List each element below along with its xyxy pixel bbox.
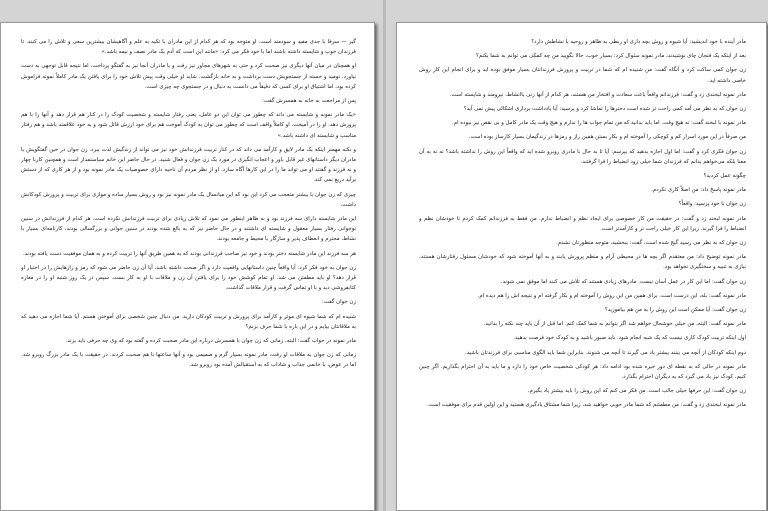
paragraph: زن جوان که به نظر می آمد کمی راحت تر شده است دخترها را تماشا کرد و پرسید: آیا بادداشت برداری اشکالی پیش نمی آید؟ [463, 106, 746, 113]
paragraph: مادر نمونه با لبخند گفت: نه هیچ وقت. اما باید بدانید که من تمام جواب ها را ندارم و هیچ وقت یک مادر کامل و بی نقص نیز نبوده ام. [452, 120, 746, 127]
paragraph: چیزی که زن جوان با بیشتر متعجب می کرد این بود که این میانسال یک مادر نمونه نیز بود و روش بسیار ساده و موازی برای تربیت و پرورش کودکانش داشت. [21, 191, 356, 208]
paragraph: مادر نمونه لبخند زد و گفت: در حقیقت من کار خصوصی برای ایجاد نظم و انضباط ندارم. من فقط به فرزندانم کمک کردم تا خودشان نظم و انضباط را فرا گیرند. زیرا این کار خیلی راحت تر و کارآمدتر است. [419, 215, 746, 232]
paragraph: مادر نمونه توضیح داد: من معتقدم اگر بچه ها در محیطی آرام و منظم پرورش یابند و به آنها آموخته شود که خودشان مسئول رفتارشان هستند، نیازی به تنبیه و سختگیری نخواهد بود. [419, 254, 746, 271]
paragraph: اول اینکه تربیت کودک کاری نیست که یک شبه انجام شود. باید صبور باشید و به کودک خود فرصت بدهید. [513, 335, 746, 342]
document-page-left [0, 22, 375, 511]
paragraph: زن جوان فکری کرد و گفت: اما اول اجازه بدهید که بپرسم: آیا تا به حال با مادری روبرو شده اید که واقعاً این روش را نداشته باشد؟ نه نه به آن معنا بلکه می‌خواهم بدانم که فرزندان شما خیلی زود انضباط را فرا گرفتند. [419, 148, 746, 165]
paragraph: این مادر شایسته دارای سه فرزند بود و به ظاهر اینطور می نمود که تلاش زیادی برای تربیت فرزندانش نکرده است. هر کدام از فرزندانش در سنین نوجوانی رفتار بسیار معقول و شایسته ای داشتند و در حال حاضر نیز که به بالغ شده بودند در سنین جوانی و بزرگسالی بودند، کارنامه‌ای بسیار با نشاط، محترم و انعطاف پذیر و سازگار با محیط و جامعه بودند. [21, 216, 356, 243]
paragraph: مادر نمونه در حالی که به نقطه ای دور خیره شده بود ادامه داد: هر کودکی شخصیت خاص خود را دارد و ما باید به آن احترام بگذاریم. اگر چنین کنیم، کودک نیز یاد می گیرد که به دیگران احترام بگذارد. [419, 363, 746, 381]
paragraph: و نکته مهمتر اینکه یک مادر لایق و کارآمد می داند که در کنار تربیت فرزندانش خود نیز می تواند از زندگیش لذت ببرد. زن جوان در حین گفتگویش با مادران دیگر داستانهای غیر قابل باور و اعجاب انگیزی در مورد یک زن جوان و فعال شنید. در حال حاضر این خانم سیاستمدار است و همچنین کاربا چهار و نه فرزند و گفتند او می تواند ما را در این کارها آگاه سازد. او از نظر مردم آن ناحیه دارای خصوصیات یک مادر نمونه بود و از هر کاری که از دستش برآید دریغ نمی کند. [21, 146, 356, 184]
paragraph: «یک مادر نمونه و شایسته می داند که چطور می توان این دو عامل، یعنی رفتار شایسته و شخصیت کودک را در کنار هم قرار دهد و آنها را با هم پرورش دهد. او را در آمیخت، او کاملاً واقف است که چطور می توان به کودک آموخت هم برای خود ارزش قائل شود و به خود علاقمند باشد و هم رفتار مناسب و شایسته ای داشته باشد.» [21, 112, 356, 139]
paragraph: مادر نمونه در جواب گفت: البته، زمانی که زن جوان با همسرش درباره این مادر صحبت کرده و گفته بود که وی چه حرفی باید بزند. [65, 338, 356, 345]
paragraph: مادر آینده با خود اندیشید: آیا شیوه و روش بچه داری او ربطی به ظاهر و روحیه با نشاطش دارد؟ [531, 39, 746, 45]
page-divider [383, 0, 386, 511]
paragraph: شنیده ام که شما شیوه ای موثر و کارآمد برای پرورش و تربیت کودکان دارید. من دنبال چنین شخصی برای آموختن هستم. آیا شما اجازه می دهید که به ملاقاتتان بیایم و در این باره با شما حرف بزنم؟ [21, 313, 356, 330]
paragraph: مادر نمونه گفت: البته، من خیلی خوشحال خواهم شد اگر بتوانم به شما کمک کنم. اما قبل از آن باید چند نکته را بدانید. [483, 321, 746, 328]
paragraph: چگونه عمل کردید؟ [703, 173, 746, 180]
paragraph: مادر نمونه لبخندی زد و گفت: فرزندانم واقعاً باعث سعادت و افتخار من هستند، هر کدام از آنها زنی باانشاط، نیرومند و شایسته است. [449, 91, 746, 98]
paragraph: مادر نمونه لبخندی زد و گفت: من مطمئنم که شما مادر خوبی خواهید شد، زیرا شما مشتاق یادگیری هستید و این اولین قدم برای موفقیت است. [427, 402, 746, 409]
paragraph: زن جوان با خود پرسید: واقعاً؟ [678, 201, 746, 208]
paragraph: زن جوان که به نظر می رسید گیج شده است، گفت: ببخشید، متوجه منظورتان نشدم. [556, 240, 746, 247]
paragraph: مادر نمونه پاسخ داد: من اصلاً کاری نکردم. [651, 187, 746, 194]
paragraph: من صرفاً در این مورد اسرار کم و کوچکی را آموخته ام و بکار بستن همین راز و رمزها در زندگیمان بسیار کارساز بوده است. [468, 134, 746, 141]
paragraph: زن جوان کمی ساکت کرد و آنگاه گفت: من شنیده ام که شما در تربیت و پرورش فرزندانتان بسیار موفق بوده اید و برای انجام این کار روش خاصی داشته اید. [419, 67, 746, 84]
paragraph: گیر — سرفا با جدی مفید و سودمند است. او متوجه بود که هر کدام از این مادران با تکیه به علم و آگاهیشان بیشترین سعی و تلاش را می کنند، تا فرزندان خوب و شایسته داشته باشند اما با خود فکر می کرد: «مانند این است که آدم یک مادر نصف و نیمه باشد.» [21, 39, 356, 56]
paragraph: زن جوان گفت: آیا ممکن است این روش را به من هم بیاموزید؟ [604, 307, 746, 314]
paragraph: پس از مراجعت به خانه به همسرش گفت: [262, 98, 356, 105]
paragraph: زن جوان گفت: [322, 299, 356, 306]
paragraph: زمانی که زن جوان به ملاقات او رفت، مادر نمونه بسیار گرم و صمیمی بود و آنها ساعتها با هم صحبت کردند. در حقیقت با یک مادر بزرگ روبرو شد. اما در عوض، با خانمی جذاب و شاداب که به استقبالش آمده بود روبرو شد. [21, 352, 356, 369]
paragraph: بعد از اینکه یک فنجان چای نوشیدند، مادر نمونه سئوال کرد: بسیار خوب، حالا بگویید من چه کمکی می توانم به شما بکنم؟ [476, 53, 746, 60]
paragraph: زن جوان به خود فکر کرد: آیا واقعاً چنین داستانهایی واقعیت دارد و اگر صحت داشته باشد، آیا آن زن حاضر می شود که رمز و رازهایش را در اختیار او قرار دهد؟ او باید مطمئن می شد. او تمام کوشش خود را برای یافتن آن زن و ملاقات با او به کار بست. سپس در یک روز شنبه او را در مغازه کتابفروشی دید و با او تماس گرفت و قرار ملاقات گذاشت. [21, 264, 356, 292]
paragraph: زن جوان گفت: اما این کار در عمل آسان نیست. مادرهای زیادی هستند که تلاش می کنند اما موفق نمی شوند. [500, 278, 746, 285]
document-page-right [396, 22, 767, 511]
paragraph: دوم اینکه کودکان از آنچه می بینند بیشتر یاد می گیرند تا آنچه می شنوند. بنابراین شما باید الگوی مناسبی برای فرزندتان باشید. [465, 349, 746, 356]
paragraph: هر سه فرزند این مادر شایسته دختر بودند و خود نیز صاحب فرزندانی بودند که به همین طریق آنها را تربیت کرده و به همان موفقیت دست یافته بودند. [22, 250, 356, 257]
page-text-right [419, 37, 746, 502]
page-text-left [21, 37, 356, 502]
paragraph: زن جوان گفت: این حرفها خیلی جالب است. من فکر می کنم که این روش را باید بیشتر یاد بگیرم. [527, 388, 746, 395]
paragraph: او همچنان در میان آنها دیگری نیز صحبت کرد و حتی به شهرهای مجاور نیز رفت و با مادران آنجا نیز به گفتگو پرداخت، اما نتیجه قابل توجهی به دست نیاورد. نومید و خسته از جستجویش دست برداشت و به خانه بازگشت. شاید او خیلی وقت پیش تلاش خود را برای یافتن یک مادر کاملاً نمونه فراموش کرده بود، اما اشتیاق او برای کسی که دقیقاً می دانست به دنبال و در جستجوی چه چیزی است. [21, 63, 356, 90]
paragraph: مادر نمونه گفت: بله، این درست است. برای همین من این روش را آموخته ام و بکار گرفته ام و نتیجه اش را هم دیده ام. [477, 292, 746, 299]
